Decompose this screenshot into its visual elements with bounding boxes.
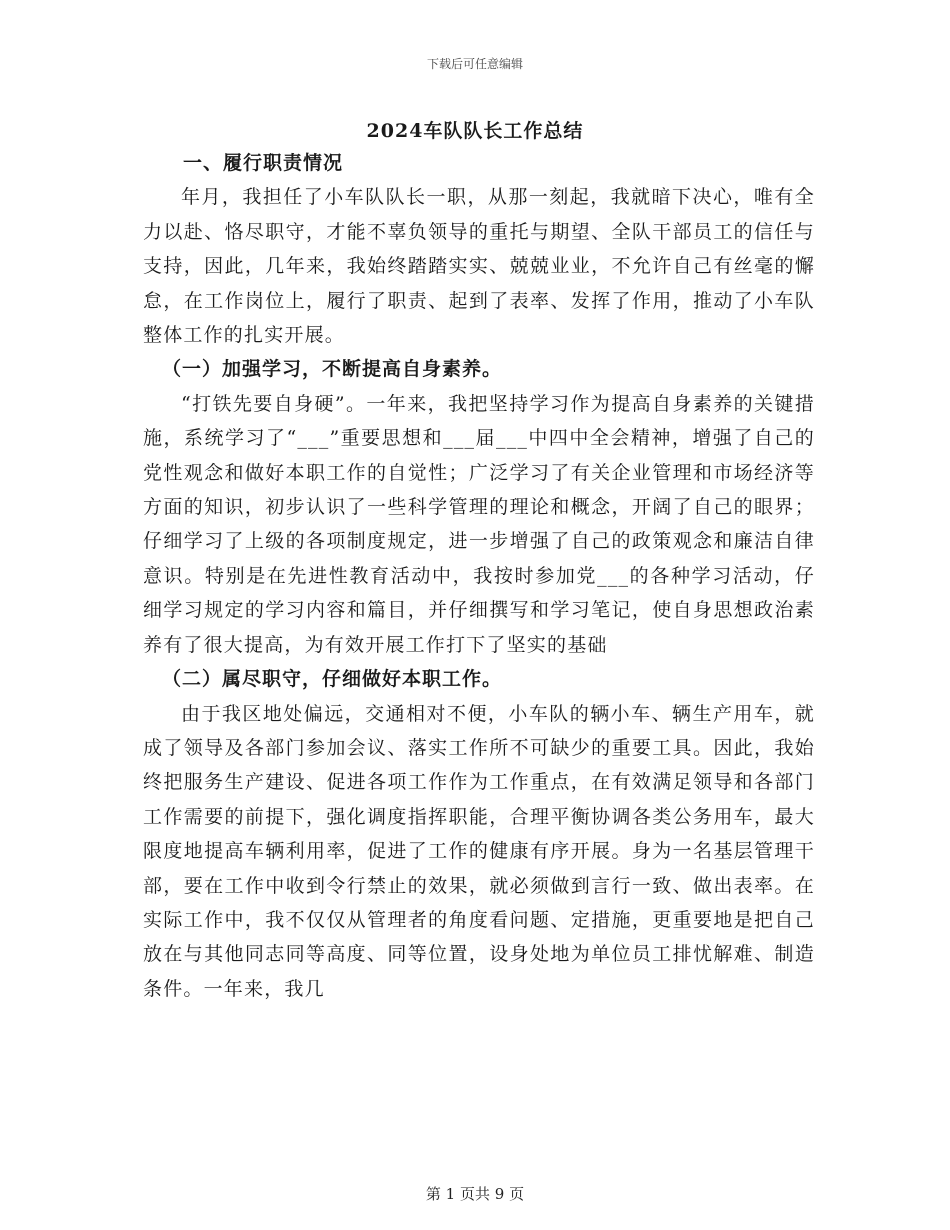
- page-footer: 第 1 页共 9 页: [425, 1185, 525, 1203]
- paragraph-learning: “打铁先要自身硬”。一年来，我把坚持学习作为提高自身素养的关键措施，系统学习了“___”重要思想和___届___中四中全会精神，增强了自己的党性观念和做好本职工作的自觉性；广泛学习了有关企业管理和市场经济等方面的知识，初步认识了一些科学管理的理论和概念，开阔了自己的眼界；仔细学习了上级的各项制度规定，进一步增强了自己的政策观念和廉洁自律意识。特别是在先进性教育活动中，我按时参加党___的各种学习活动，仔细学习规定的学习内容和篇目，并仔细撰写和学习笔记，使自身思想政治素养有了很大提高，为有效开展工作打下了坚实的基础: [143, 392, 815, 656]
- subheading-learning: （一）加强学习，不断提高自身素养。: [162, 358, 503, 381]
- paragraph-intro: 年月，我担任了小车队队长一职，从那一刻起，我就暗下决心，唯有全力以赴、恪尽职守，才能不辜负领导的重托与期望、全队干部员工的信任与支持，因此，几年来，我始终踏踏实实、兢兢业业，不允许自己有丝毫的懈怠，在工作岗位上，履行了职责、起到了表率、发挥了作用，推动了小车队整体工作的扎实开展。: [143, 186, 815, 347]
- document-title: 2024车队队长工作总结: [366, 120, 584, 142]
- section-heading-duties: 一、履行职责情况: [183, 152, 344, 174]
- header-note: 下载后可任意编辑: [426, 57, 523, 71]
- subheading-duty: （二）属尽职守，仔细做好本职工作。: [162, 668, 503, 691]
- document-body: [143, 146, 815, 1006]
- paragraph-duty: 由于我区地处偏远，交通相对不便，小车队的辆小车、辆生产用车，就成了领导及各部门参加会议、落实工作所不可缺少的重要工具。因此，我始终把服务生产建设、促进各项工作作为工作重点，在有效满足领导和各部门工作需要的前提下，强化调度指挥职能，合理平衡协调各类公务用车，最大限度地提高车辆利用率，促进了工作的健康有序开展。身为一名基层管理干部，要在工作中收到令行禁止的效果，就必须做到言行一致、做出表率。在实际工作中，我不仅仅从管理者的角度看问题、定措施，更重要地是把自己放在与其他同志同等高度、同等位置，设身处地为单位员工排忧解难、制造条件。一年来，我几: [143, 702, 815, 1000]
